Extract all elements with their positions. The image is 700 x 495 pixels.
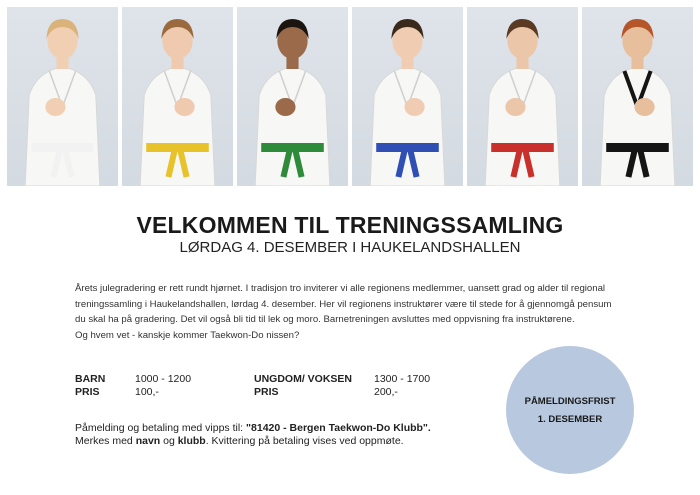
portrait-photo-child-girl-brown [122,7,233,186]
portrait-illustration [237,7,348,186]
portrait-photo-boy [352,7,463,186]
youth-adult-label: UNGDOM/ VOKSEN [254,373,353,385]
portrait-illustration [352,7,463,186]
payment-text: . Kvittering på betaling vises ved oppmøte. [205,435,404,447]
intro-line: du skal ha på gradering. Det vil også bli tid til lek og moro. Barnetreningen avsluttes med oppvisning fra instruktørene. [75,314,575,325]
photo-strip [7,7,693,186]
children-price: 100,- [135,386,159,398]
intro-line: Og hvem vet - kanskje kommer Taekwon-Do nissen? [75,329,300,341]
belt [146,143,209,152]
youth-adult-price-label: PRIS [254,386,279,398]
youth-adult-price-block [254,373,430,399]
portrait-photo-young-woman [467,7,578,186]
children-time: 1000 - 1200 [135,373,192,385]
belt [491,143,554,152]
belt [261,143,324,152]
youth-adult-price: 200,- [374,386,398,398]
name-word: navn [135,435,161,447]
intro-line: Årets julegradering er rett rundt hjørnet. I tradisjon tro inviterer vi alle regionens medlemmer, uansett grad og alder til regional [75,283,606,294]
children-price-label: PRIS [75,386,100,398]
intro-line: treningssamling i Haukelandshallen, lørdag 4. desember. Her vil regionens instruktører være til stede for å gjennomgå pensum [75,298,612,310]
portrait-illustration [467,7,578,186]
deadline-badge [506,346,634,474]
payment-text: og [160,435,178,447]
payment-prefix: Påmelding og betaling med vipps til: [75,422,244,434]
intro-text [75,281,635,343]
portrait-illustration [7,7,118,186]
payment-text: Merkes med [75,435,136,447]
page-title: VELKOMMEN TIL TRENINGSSAMLING [136,212,564,238]
payment-info [75,422,505,448]
portrait-illustration [582,7,693,186]
portrait-photo-teen-boy [237,7,348,186]
children-label: BARN [75,373,106,385]
deadline-title: PÅMELDINGSFRIST [524,395,616,407]
portrait-photo-man-black-belt [582,7,693,186]
portrait-photo-child-girl-blonde [7,7,118,186]
belt [606,143,669,152]
belt [31,143,94,152]
page-subtitle: LØRDAG 4. DESEMBER I HAUKELANDSHALLEN [179,239,521,256]
club-word: klubb [177,435,206,447]
children-price-block [75,373,191,399]
belt [376,143,439,152]
youth-adult-time: 1300 - 1700 [374,373,431,385]
portrait-illustration [122,7,233,186]
deadline-date: 1. DESEMBER [537,413,603,425]
vipps-number: "81420 - Bergen Taekwon-Do Klubb". [246,422,431,434]
